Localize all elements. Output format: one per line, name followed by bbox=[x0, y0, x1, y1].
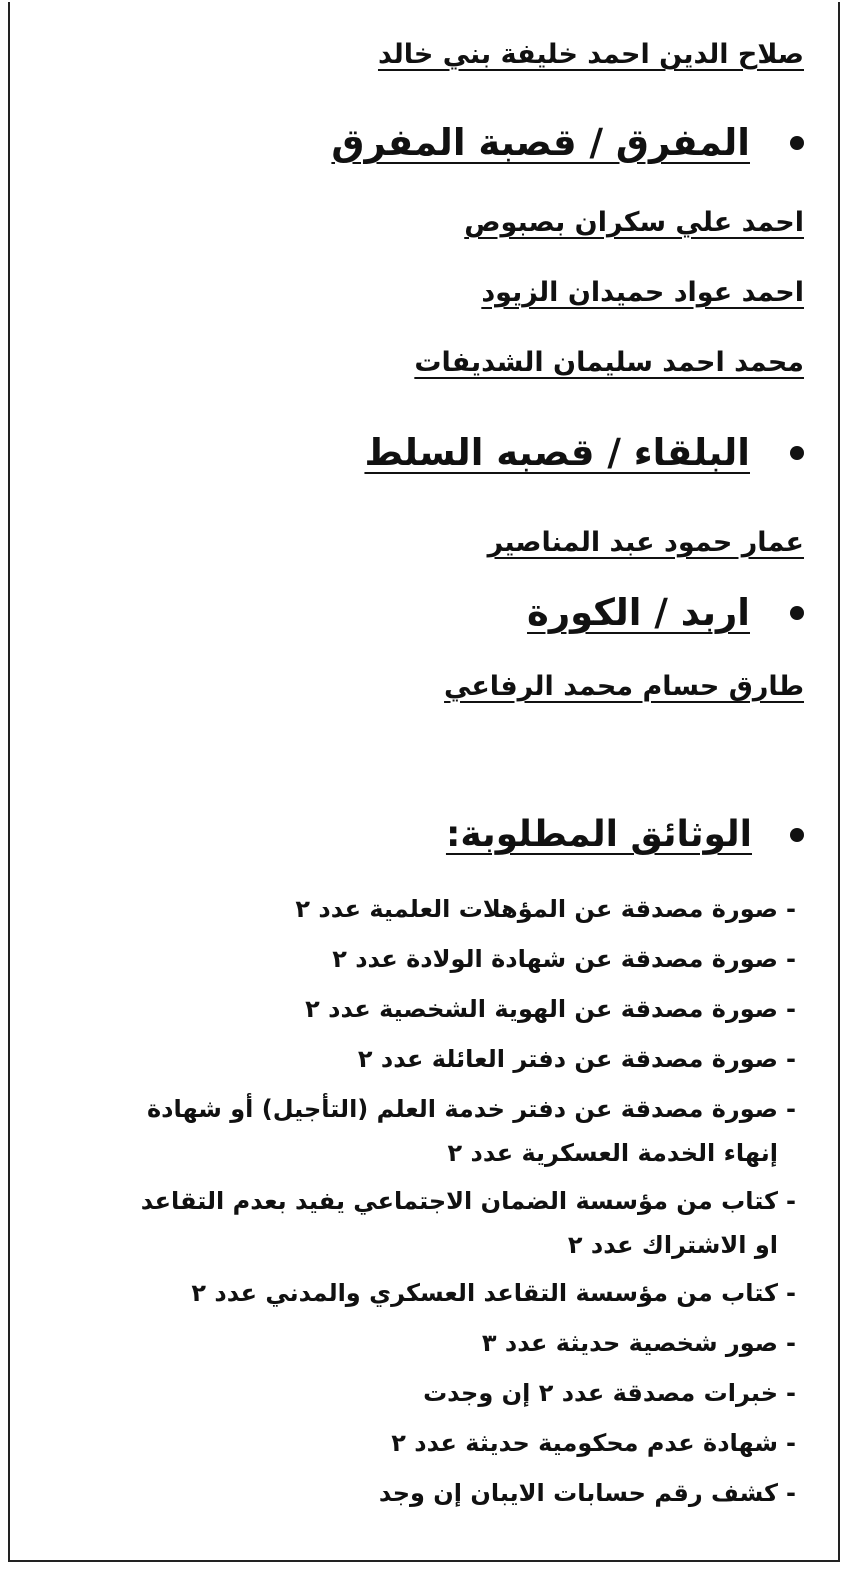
document-text: شهادة عدم محكومية حديثة عدد ٢ bbox=[391, 1429, 778, 1457]
dash-marker: - bbox=[786, 1279, 796, 1307]
document-text: كتاب من مؤسسة الضمان الاجتماعي يفيد بعدم التقاعد bbox=[140, 1187, 778, 1215]
content-area bbox=[20, 0, 804, 1560]
dash-marker: - bbox=[786, 895, 796, 923]
candidate-name: طارق حسام محمد الرفاعي bbox=[444, 671, 804, 702]
document-text-continuation: إنهاء الخدمة العسكرية عدد ٢ bbox=[447, 1139, 778, 1167]
dash-marker: - bbox=[786, 1329, 796, 1357]
documents-list bbox=[4, 884, 804, 1518]
document-text: خبرات مصدقة عدد ٢ إن وجدت bbox=[423, 1379, 778, 1407]
documents-title: الوثائق المطلوبة: bbox=[445, 814, 752, 855]
list-item bbox=[4, 1468, 804, 1518]
list-item bbox=[4, 884, 804, 934]
list-item bbox=[4, 984, 804, 1034]
dash-marker: - bbox=[786, 945, 796, 973]
top-name: صلاح الدين احمد خليفة بني خالد bbox=[377, 39, 804, 70]
document-text: صورة مصدقة عن دفتر العائلة عدد ٢ bbox=[357, 1045, 778, 1073]
document-text: صورة مصدقة عن دفتر خدمة العلم (التأجيل) أو شهادة bbox=[146, 1095, 778, 1123]
region-title: اربد / الكورة bbox=[527, 591, 750, 634]
document-text: كتاب من مؤسسة التقاعد العسكري والمدني عدد ٢ bbox=[191, 1279, 778, 1307]
dash-marker: - bbox=[786, 1187, 796, 1215]
dash-marker: - bbox=[786, 995, 796, 1023]
list-item bbox=[4, 1034, 804, 1084]
bullet-icon bbox=[790, 446, 804, 460]
dash-marker: - bbox=[786, 1095, 796, 1123]
region-heading-mafraq bbox=[331, 120, 804, 166]
candidate-name: محمد احمد سليمان الشديفات bbox=[414, 347, 804, 378]
document-text: صور شخصية حديثة عدد ٣ bbox=[481, 1329, 778, 1357]
region-title: المفرق / قصبة المفرق bbox=[331, 121, 750, 164]
candidate-name: احمد عواد حميدان الزيود bbox=[481, 277, 804, 308]
list-item bbox=[4, 1368, 804, 1418]
bullet-icon bbox=[790, 136, 804, 150]
dash-marker: - bbox=[786, 1379, 796, 1407]
list-item bbox=[4, 934, 804, 984]
bullet-icon bbox=[790, 828, 804, 842]
region-title: البلقاء / قصبه السلط bbox=[364, 431, 750, 474]
document-text-continuation: او الاشتراك عدد ٢ bbox=[567, 1231, 778, 1259]
dash-marker: - bbox=[786, 1429, 796, 1457]
list-item bbox=[4, 1418, 804, 1468]
dash-marker: - bbox=[786, 1045, 796, 1073]
list-item bbox=[4, 1318, 804, 1368]
list-item bbox=[4, 1084, 804, 1176]
document-text: صورة مصدقة عن الهوية الشخصية عدد ٢ bbox=[305, 995, 778, 1023]
candidate-name: احمد علي سكران بصبوص bbox=[464, 207, 804, 238]
document-text: صورة مصدقة عن شهادة الولادة عدد ٢ bbox=[332, 945, 778, 973]
document-text: صورة مصدقة عن المؤهلات العلمية عدد ٢ bbox=[295, 895, 778, 923]
list-item bbox=[4, 1268, 804, 1318]
dash-marker: - bbox=[786, 1479, 796, 1507]
region-heading-irbid bbox=[527, 590, 804, 636]
bullet-icon bbox=[790, 606, 804, 620]
required-documents-heading bbox=[446, 812, 804, 858]
region-heading-balqa bbox=[364, 430, 804, 476]
candidate-name: عمار حمود عبد المناصير bbox=[487, 527, 804, 558]
list-item bbox=[4, 1176, 804, 1268]
document-text: كشف رقم حسابات الايبان إن وجد bbox=[378, 1479, 778, 1507]
